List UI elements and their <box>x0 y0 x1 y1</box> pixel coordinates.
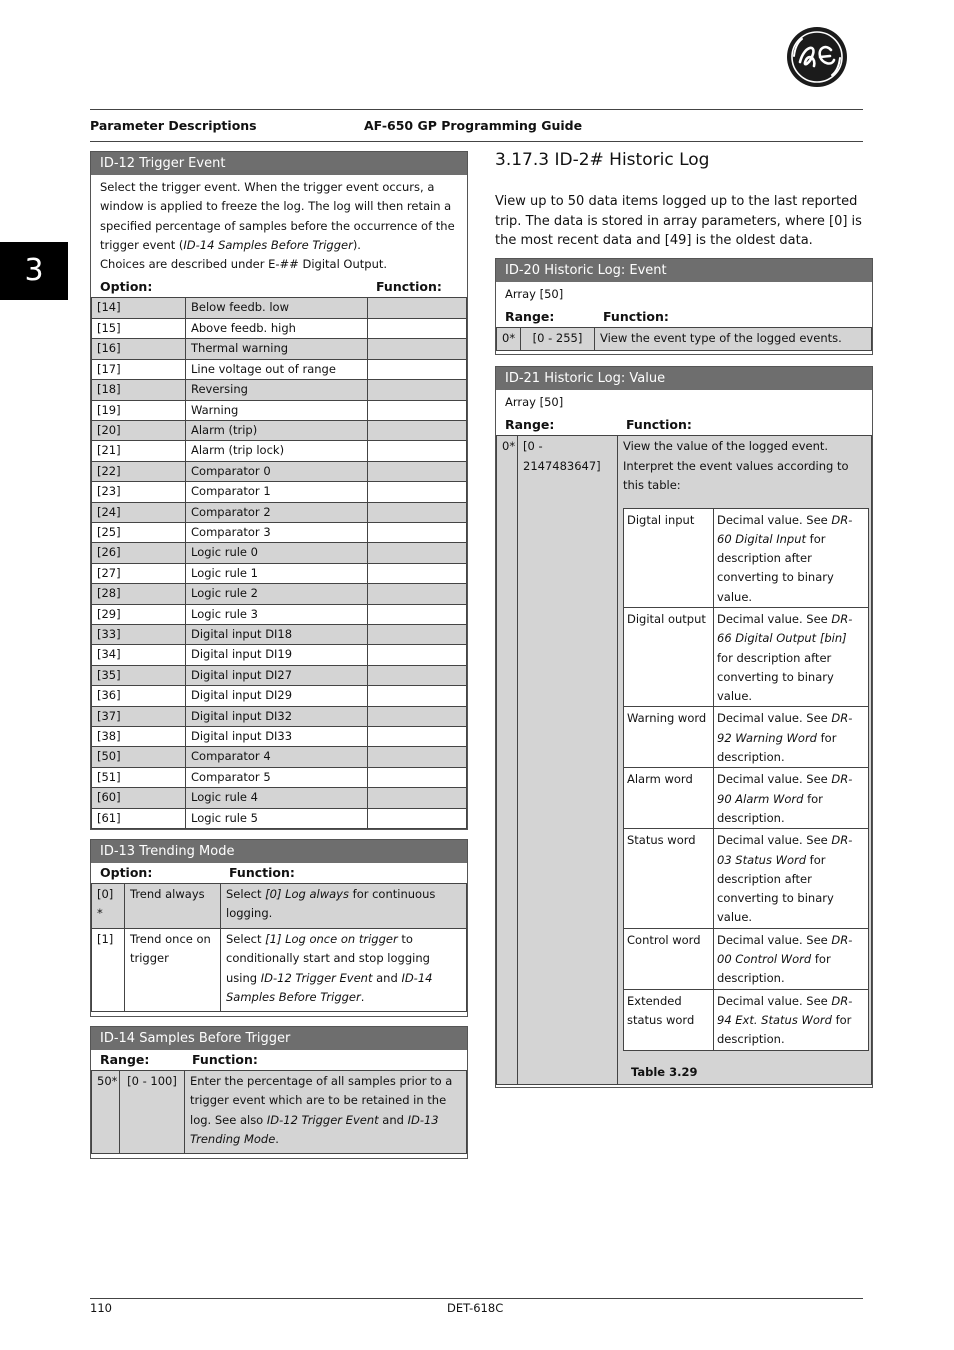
description-text: Decimal value. See <box>717 833 832 848</box>
option-code: [0] * <box>92 884 125 929</box>
header-section: Parameter Descriptions <box>90 118 257 133</box>
table-row <box>92 727 467 747</box>
option-function <box>368 420 467 440</box>
option-code: [27] <box>92 563 186 583</box>
description-ref: DR-94 Ext. Status Word <box>717 993 853 1027</box>
value-type: Status word <box>624 829 714 928</box>
option-code: [34] <box>92 645 186 665</box>
id20-title: ID-20 Historic Log: Event <box>496 259 872 282</box>
table-row <box>497 328 872 351</box>
function-text: Enter the percentage of all samples prior to a trigger event which are to be retained in the log. See also <box>190 1074 453 1127</box>
table-row <box>92 1071 467 1154</box>
option-code: [37] <box>92 706 186 726</box>
option-code: [24] <box>92 502 186 522</box>
option-label: Logic rule 1 <box>186 563 368 583</box>
option-label: Logic rule 2 <box>186 584 368 604</box>
description-ref: DR-92 Warning Word <box>717 711 853 745</box>
range-function <box>185 1071 467 1154</box>
option-function <box>368 380 467 400</box>
description-text: Decimal value. See <box>717 772 832 787</box>
id21-title: ID-21 Historic Log: Value <box>496 367 872 390</box>
id21-box <box>495 366 873 1088</box>
table-row <box>624 989 869 1050</box>
option-function <box>368 624 467 644</box>
range-value: [0 - 100] <box>120 1071 185 1154</box>
range-function: View the event type of the logged events. <box>595 328 872 351</box>
id14-box <box>90 1026 468 1159</box>
table-row <box>92 645 467 665</box>
document-code: DET-618C <box>447 1301 504 1315</box>
range-header: Range: <box>505 309 555 325</box>
description-text: Decimal value. See <box>717 512 832 527</box>
option-label: Alarm (trip lock) <box>186 441 368 461</box>
id12-title: ID-12 Trigger Event <box>91 152 467 175</box>
table-row <box>92 441 467 461</box>
id13-column-header <box>91 863 467 883</box>
id12-options-table <box>91 297 467 829</box>
option-code: [28] <box>92 584 186 604</box>
id12-desc-ref: ID-14 Samples Before Trigger <box>183 237 353 252</box>
id14-range-table <box>91 1070 467 1154</box>
description-text: for description after converting to binary value. <box>717 852 834 925</box>
id12-desc-end: ). <box>352 237 361 252</box>
option-code: [14] <box>92 298 186 318</box>
range-header: Range: <box>505 417 555 433</box>
table-row <box>624 707 869 768</box>
id12-description <box>91 175 467 277</box>
option-function <box>368 359 467 379</box>
option-label: Above feedb. high <box>186 318 368 338</box>
description-text: for description. <box>717 730 837 765</box>
table-row <box>92 461 467 481</box>
id13-box <box>90 839 468 1017</box>
option-function <box>368 563 467 583</box>
description-text: for description. <box>717 1012 852 1047</box>
option-function <box>368 584 467 604</box>
id21-array: Array [50] <box>505 395 564 409</box>
range-header: Range: <box>100 1052 150 1067</box>
option-label: Comparator 5 <box>186 767 368 787</box>
option-function <box>368 461 467 481</box>
table-row <box>92 563 467 583</box>
header-guide-title: AF-650 GP Programming Guide <box>364 118 583 133</box>
option-label: Digital input DI19 <box>186 645 368 665</box>
option-label: Comparator 1 <box>186 482 368 502</box>
option-function <box>368 339 467 359</box>
option-code: [25] <box>92 522 186 542</box>
option-code: [33] <box>92 624 186 644</box>
table-row <box>92 584 467 604</box>
description-ref: DR-00 Control Word <box>717 932 853 967</box>
option-code: [29] <box>92 604 186 624</box>
table-row <box>92 420 467 440</box>
option-function <box>368 686 467 706</box>
option-label: Logic rule 3 <box>186 604 368 624</box>
option-function <box>221 884 467 929</box>
default-value: 50* <box>92 1071 120 1154</box>
range-value: [0 - 2147483647] <box>518 436 618 1085</box>
table-row <box>624 829 869 928</box>
ge-logo-icon <box>786 26 848 88</box>
value-description <box>714 928 869 989</box>
table-row <box>624 508 869 607</box>
table-row <box>92 400 467 420</box>
description-text: Decimal value. See <box>717 993 832 1008</box>
option-label: Alarm (trip) <box>186 420 368 440</box>
function-ref: ID-14 Samples Before Trigger <box>226 970 433 1005</box>
description-ref: DR-60 Digital Input <box>717 512 853 546</box>
description-text: Decimal value. See <box>717 711 832 726</box>
description-text: for description after converting to binary value. <box>717 531 834 604</box>
id12-desc-choices: Choices are described under E-## Digital Output. <box>100 257 388 272</box>
id12-desc-text: Select the trigger event. When the trigger event occurs, a window is applied to freeze the log. The log will then retain a specified percentage of samples before the occurrence of the trigger event ( <box>100 180 455 252</box>
option-label: Below feedb. low <box>186 298 368 318</box>
option-code: [51] <box>92 767 186 787</box>
function-ref: ID-12 Trigger Event <box>260 970 373 985</box>
option-header: Option: <box>100 279 153 295</box>
option-function <box>221 929 467 1012</box>
description-text: for description. <box>717 952 831 986</box>
footer-rule <box>90 1298 863 1299</box>
option-function <box>368 665 467 685</box>
function-text: and <box>372 970 402 985</box>
table-row <box>624 928 869 989</box>
description-ref: DR-90 Alarm Word <box>717 772 853 806</box>
option-name: Trend always <box>125 884 221 929</box>
option-label: Logic rule 5 <box>186 808 368 828</box>
id14-title: ID-14 Samples Before Trigger <box>91 1027 467 1050</box>
table-row <box>92 884 467 929</box>
range-value: [0 - 255] <box>521 328 595 351</box>
range-function <box>618 436 872 1085</box>
description-ref: DR-03 Status Word <box>717 833 853 867</box>
function-ref: [0] Log always <box>265 887 349 901</box>
id12-box <box>90 151 468 830</box>
function-ref: ID-12 Trigger Event <box>266 1112 379 1127</box>
option-function <box>368 808 467 828</box>
option-label: Logic rule 4 <box>186 788 368 808</box>
option-label: Digital input DI32 <box>186 706 368 726</box>
table-row <box>92 788 467 808</box>
option-code: [50] <box>92 747 186 767</box>
function-ref: ID-13 Trending Mode <box>190 1112 439 1147</box>
table-row <box>624 608 869 707</box>
function-text: . <box>275 1132 279 1147</box>
function-text: Select <box>226 887 266 901</box>
option-code: [21] <box>92 441 186 461</box>
option-label: Digital input DI18 <box>186 624 368 644</box>
description-text: for description. <box>717 791 823 825</box>
table-row <box>497 436 872 1085</box>
table-row <box>92 624 467 644</box>
table-row <box>92 502 467 522</box>
option-label: Reversing <box>186 380 368 400</box>
option-label: Digital input DI33 <box>186 727 368 747</box>
function-text: to conditionally start and stop logging using <box>226 932 430 985</box>
option-function <box>368 747 467 767</box>
id13-title: ID-13 Trending Mode <box>91 840 467 863</box>
id20-array: Array [50] <box>505 287 564 301</box>
option-code: [15] <box>92 318 186 338</box>
table-row <box>92 767 467 787</box>
table-caption: Table 3.29 <box>631 1064 698 1079</box>
option-code: [23] <box>92 482 186 502</box>
value-type: Digtal input <box>624 508 714 607</box>
option-function <box>368 482 467 502</box>
table-row <box>92 380 467 400</box>
page-number: 110 <box>90 1301 112 1315</box>
header-rule-bottom <box>90 141 863 142</box>
option-label: Comparator 4 <box>186 747 368 767</box>
table-row <box>92 522 467 542</box>
value-type: Extended status word <box>624 989 714 1050</box>
function-text: and <box>378 1112 408 1127</box>
event-value-table <box>623 508 869 1051</box>
header-rule-top <box>90 109 863 110</box>
option-code: [17] <box>92 359 186 379</box>
option-label: Digital input DI29 <box>186 686 368 706</box>
option-code: [22] <box>92 461 186 481</box>
option-label: Thermal warning <box>186 339 368 359</box>
function-text: Select <box>226 932 266 946</box>
option-function <box>368 522 467 542</box>
id20-column-header <box>496 307 872 327</box>
value-description <box>714 989 869 1050</box>
description-ref: DR-66 Digital Output [bin] <box>717 612 853 646</box>
function-header: Function: <box>229 865 295 880</box>
option-code: [18] <box>92 380 186 400</box>
table-row <box>92 359 467 379</box>
option-function <box>368 441 467 461</box>
function-header: Function: <box>376 279 442 295</box>
id21-range-table <box>496 435 872 1085</box>
value-description <box>714 768 869 829</box>
function-text: . <box>360 990 365 1005</box>
table-row <box>92 482 467 502</box>
value-description <box>714 608 869 707</box>
option-label: Logic rule 0 <box>186 543 368 563</box>
default-value: 0* <box>497 436 518 1085</box>
option-label: Comparator 2 <box>186 502 368 522</box>
id20-box <box>495 258 873 355</box>
option-code: [36] <box>92 686 186 706</box>
value-type: Alarm word <box>624 768 714 829</box>
description-text: Decimal value. See <box>717 612 832 626</box>
table-row <box>92 706 467 726</box>
option-code: [20] <box>92 420 186 440</box>
option-function <box>368 298 467 318</box>
option-code: [61] <box>92 808 186 828</box>
option-function <box>368 645 467 665</box>
function-text: for continuous logging. <box>226 887 436 921</box>
option-label: Line voltage out of range <box>186 359 368 379</box>
section-heading: 3.17.3 ID-2# Historic Log <box>495 150 710 170</box>
value-type: Control word <box>624 928 714 989</box>
id14-column-header <box>91 1050 467 1070</box>
value-description <box>714 707 869 768</box>
value-type: Digital output <box>624 608 714 707</box>
option-code: [16] <box>92 339 186 359</box>
table-row <box>92 665 467 685</box>
table-row <box>92 318 467 338</box>
option-code: [26] <box>92 543 186 563</box>
table-row <box>92 747 467 767</box>
option-function <box>368 543 467 563</box>
option-code: [19] <box>92 400 186 420</box>
option-label: Comparator 3 <box>186 522 368 542</box>
table-row <box>92 543 467 563</box>
id21-column-header <box>496 415 872 435</box>
value-type: Warning word <box>624 707 714 768</box>
table-row <box>92 298 467 318</box>
table-row <box>92 808 467 828</box>
description-text: for description after converting to binary value. <box>717 650 834 704</box>
option-function <box>368 788 467 808</box>
option-code: [1] <box>92 929 125 1012</box>
function-ref: [1] Log once on trigger <box>265 932 398 946</box>
table-row <box>92 604 467 624</box>
option-function <box>368 767 467 787</box>
option-label: Comparator 0 <box>186 461 368 481</box>
default-value: 0* <box>497 328 521 351</box>
option-function <box>368 318 467 338</box>
option-function <box>368 502 467 522</box>
table-row <box>92 339 467 359</box>
option-function <box>368 604 467 624</box>
option-code: [60] <box>92 788 186 808</box>
id13-options-table <box>91 883 467 1012</box>
function-text: View the value of the logged event. Interpret the event values according to this table: <box>623 439 849 493</box>
table-row <box>92 929 467 1012</box>
option-header: Option: <box>100 865 153 880</box>
function-header: Function: <box>603 309 669 325</box>
option-code: [38] <box>92 727 186 747</box>
option-function <box>368 706 467 726</box>
function-header: Function: <box>192 1052 258 1067</box>
option-code: [35] <box>92 665 186 685</box>
option-function <box>368 727 467 747</box>
value-description <box>714 508 869 607</box>
option-name: Trend once on trigger <box>125 929 221 1012</box>
chapter-tab: 3 <box>0 242 68 300</box>
section-intro: View up to 50 data items logged up to the last reported trip. The data is stored in array parameters, where [0] is the most recent data and [49] is the oldest data. <box>495 194 862 248</box>
option-label: Warning <box>186 400 368 420</box>
description-text: Decimal value. See <box>717 932 832 947</box>
option-label: Digital input DI27 <box>186 665 368 685</box>
table-row <box>92 686 467 706</box>
id20-range-table <box>496 327 872 351</box>
function-header: Function: <box>626 417 692 433</box>
option-function <box>368 400 467 420</box>
table-row <box>624 768 869 829</box>
id12-column-header <box>91 277 467 297</box>
value-description <box>714 829 869 928</box>
